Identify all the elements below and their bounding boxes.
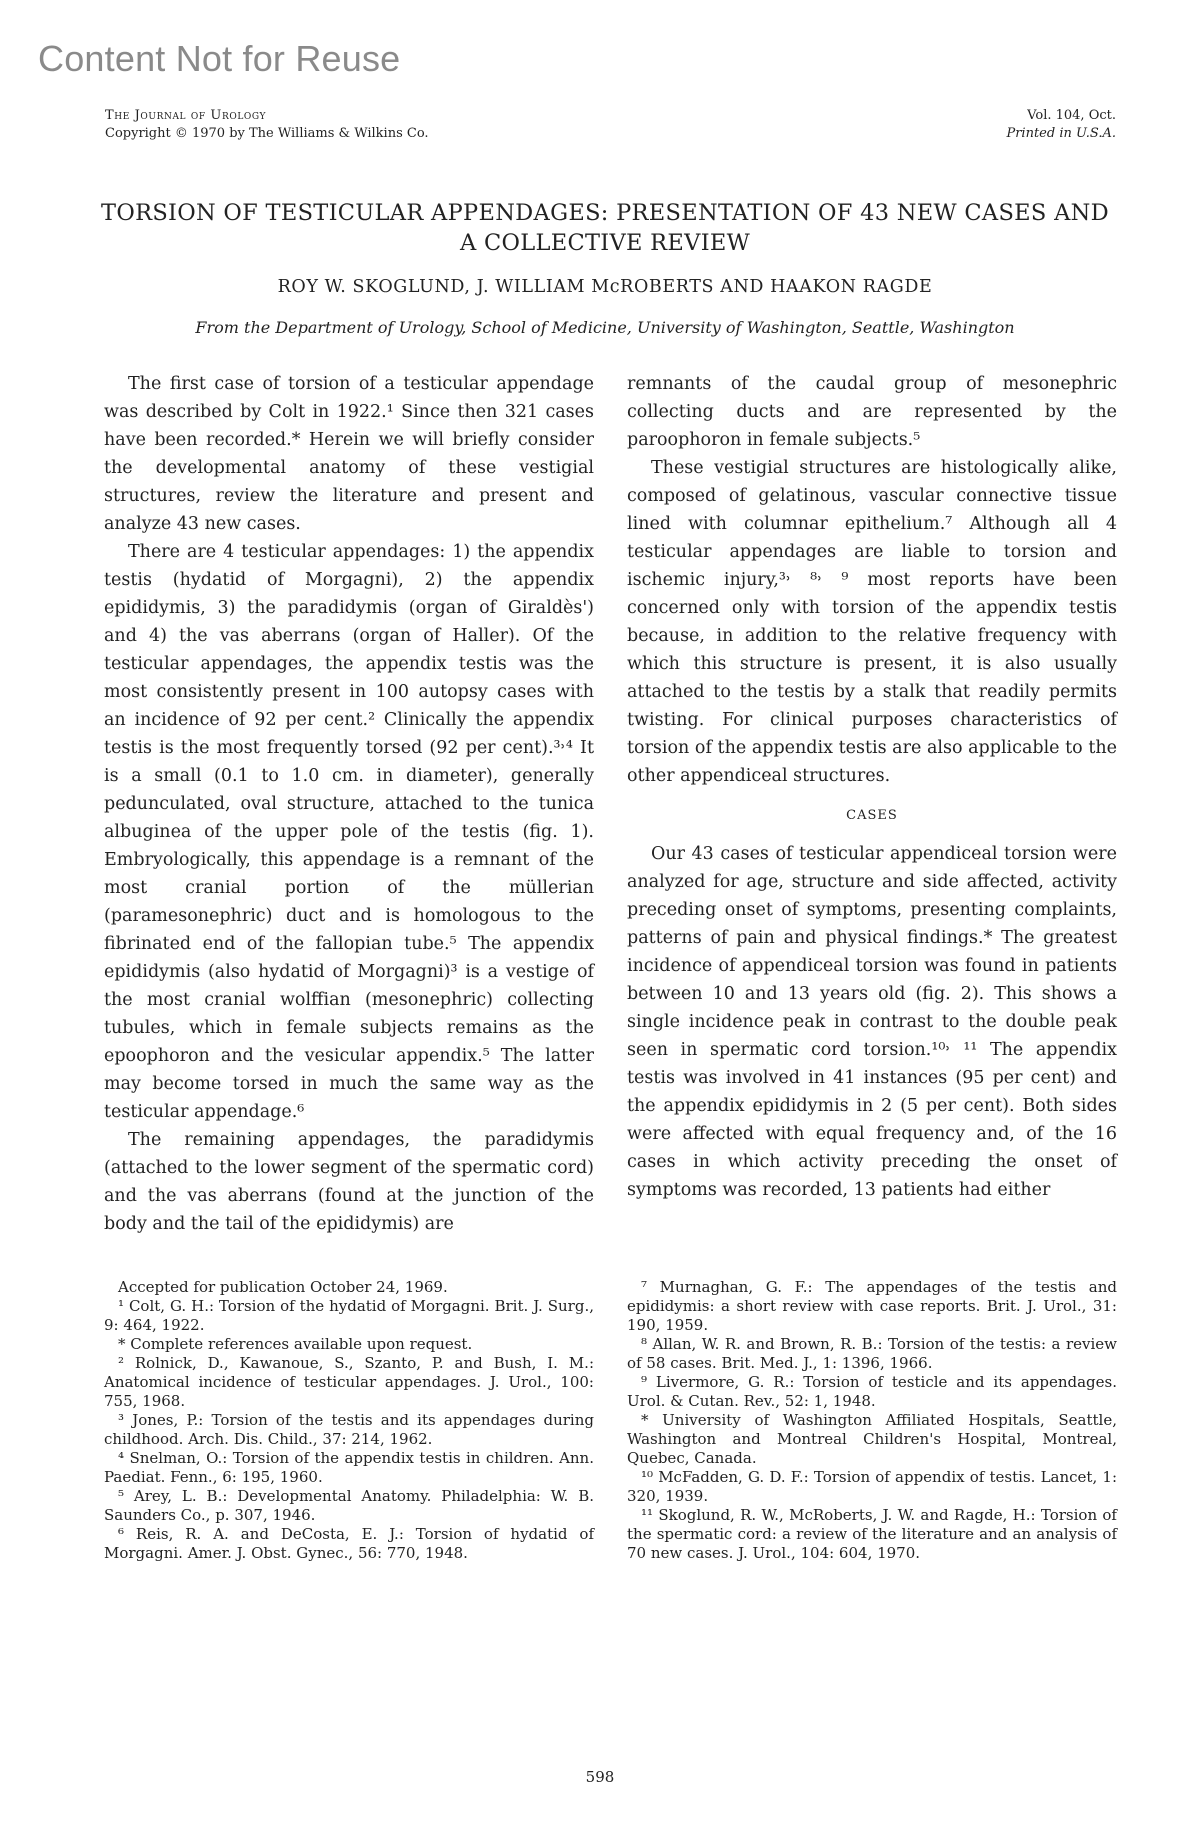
footnote: ¹¹ Skoglund, R. W., McRoberts, J. W. and Ragde, H.: Torsion of the spermatic cord: a review of the literature and an analysis of 70 new cases. J. Urol., 104: 604, 1970. xyxy=(627,1506,1117,1562)
article-authors: ROY W. SKOGLUND, J. WILLIAM McROBERTS AND HAAKON RAGDE xyxy=(277,277,933,297)
watermark-text: Content Not for Reuse xyxy=(38,38,401,79)
footnote: ¹⁰ McFadden, G. D. F.: Torsion of appendix of testis. Lancet, 1: 320, 1939. xyxy=(627,1468,1117,1505)
footnote: ⁹ Livermore, G. R.: Torsion of testicle and its appendages. Urol. & Cutan. Rev., 52: 1, 1948. xyxy=(627,1373,1117,1410)
footnote: * Complete references available upon request. xyxy=(118,1335,473,1353)
copyright-line: Copyright © 1970 by The Williams & Wilkins Co. xyxy=(105,126,429,141)
footnote: ¹ Colt, G. H.: Torsion of the hydatid of Morgagni. Brit. J. Surg., 9: 464, 1922. xyxy=(104,1297,594,1334)
footnotes-left xyxy=(104,1278,594,1563)
footnote: ² Rolnick, D., Kawanoue, S., Szanto, P. and Bush, I. M.: Anatomical incidence of testicular appendages. J. Urol., 100: 755, 1968. xyxy=(104,1354,594,1410)
footnote: ⁵ Arey, L. B.: Developmental Anatomy. Philadelphia: W. B. Saunders Co., p. 307, 1946. xyxy=(104,1487,594,1524)
paragraph: Our 43 cases of testicular appendiceal torsion were analyzed for age, structure and side affected, activity preceding onset of symptoms, presenting complaints, patterns of pain and physical findings.* The greatest incidence of appendiceal torsion was found in patients between 10 and 13 years old (fig. 2). This shows a single incidence peak in contrast to the double peak seen in spermatic cord torsion.¹⁰˒ ¹¹ The appendix testis was involved in 41 instances (95 per cent) and the appendix epididymis in 2 (5 per cent). Both sides were affected with equal frequency and, of the 16 cases in which activity preceding the onset of symptoms was recorded, 13 patients had either xyxy=(627,844,1117,1200)
footnote: ⁶ Reis, R. A. and DeCosta, E. J.: Torsion of hydatid of Morgagni. Amer. J. Obst. Gynec., 56: 770, 1948. xyxy=(104,1525,594,1562)
paragraph: The remaining appendages, the paradidymis (attached to the lower segment of the spermatic cord) and the vas aberrans (found at the junction of the body and the tail of the epididymis) are xyxy=(104,1130,594,1234)
footnote: ⁷ Murnaghan, G. F.: The appendages of the testis and epididymis: a short review with case reports. Brit. J. Urol., 31: 190, 1959. xyxy=(627,1278,1117,1334)
footnotes-right xyxy=(627,1278,1117,1563)
footnote: ⁸ Allan, W. R. and Brown, R. B.: Torsion of the testis: a review of 58 cases. Brit. Med. J., 1: 1396, 1966. xyxy=(627,1335,1117,1372)
article-title: TORSION OF TESTICULAR APPENDAGES: PRESENTATION OF 43 NEW CASES AND A COLLECTIVE REVIEW xyxy=(101,200,1109,256)
journal-header xyxy=(105,107,429,143)
volume-line: Vol. 104, Oct. xyxy=(1027,108,1116,123)
footnote: * University of Washington Affiliated Hospitals, Seattle, Washington and Montreal Children's Hospital, Montreal, Quebec, Canada. xyxy=(627,1411,1117,1467)
journal-name: The Journal of Urology xyxy=(105,108,267,123)
footnote: ⁴ Snelman, O.: Torsion of the appendix testis in children. Ann. Paediat. Fenn., 6: 195, 1960. xyxy=(104,1449,594,1486)
paragraph: These vestigial structures are histologically alike, composed of gelatinous, vascular connective tissue lined with columnar epithelium.⁷ Although all 4 testicular appendages are liable to torsion and ischemic injury,³˒ ⁸˒ ⁹ most reports have been concerned only with torsion of the appendix testis because, in addition to the relative frequency with which this structure is present, it is also usually attached to the testis by a stalk that readily permits twisting. For clinical purposes characteristics of torsion of the appendix testis are also applicable to the other appendiceal structures. xyxy=(627,458,1117,786)
paragraph: remnants of the caudal group of mesonephric collecting ducts and are represented by the paroophoron in female subjects.⁵ xyxy=(627,374,1117,450)
footnote: Accepted for publication October 24, 1969. xyxy=(118,1278,448,1296)
article-affiliation: From the Department of Urology, School of Medicine, University of Washington, Seattle, Washington xyxy=(195,318,1015,337)
paragraph: There are 4 testicular appendages: 1) the appendix testis (hydatid of Morgagni), 2) the appendix epididymis, 3) the paradidymis (organ of Giraldès') and 4) the vas aberrans (organ of Haller). Of the testicular appendages, the appendix testis was the most consistently present in 100 autopsy cases with an incidence of 92 per cent.² Clinically the appendix testis is the most frequently torsed (92 per cent).³˒⁴ It is a small (0.1 to 1.0 cm. in diameter), generally pedunculated, oval structure, attached to the tunica albuginea of the upper pole of the testis (fig. 1). Embryologically, this appendage is a remnant of the most cranial portion of the müllerian (paramesonephric) duct and is homologous to the fibrinated end of the fallopian tube.⁵ The appendix epididymis (also hydatid of Morgagni)³ is a vestige of the most cranial wolffian (mesonephric) collecting tubules, which in female subjects remains as the epoophoron and the vesicular appendix.⁵ The latter may become torsed in much the same way as the testicular appendage.⁶ xyxy=(104,542,594,1122)
footnote: ³ Jones, P.: Torsion of the testis and its appendages during childhood. Arch. Dis. Child., 37: 214, 1962. xyxy=(104,1411,594,1448)
section-heading-cases: CASES xyxy=(846,808,898,823)
right-column xyxy=(627,370,1117,1204)
volume-header xyxy=(1006,107,1116,143)
paragraph: The first case of torsion of a testicular appendage was described by Colt in 1922.¹ Since then 321 cases have been recorded.* Herein we will briefly consider the developmental anatomy of these vestigial structures, review the literature and present and analyze 43 new cases. xyxy=(104,374,594,534)
page-number: 598 xyxy=(585,1768,615,1786)
printed-line: Printed in U.S.A. xyxy=(1006,126,1116,141)
left-column xyxy=(104,370,594,1238)
